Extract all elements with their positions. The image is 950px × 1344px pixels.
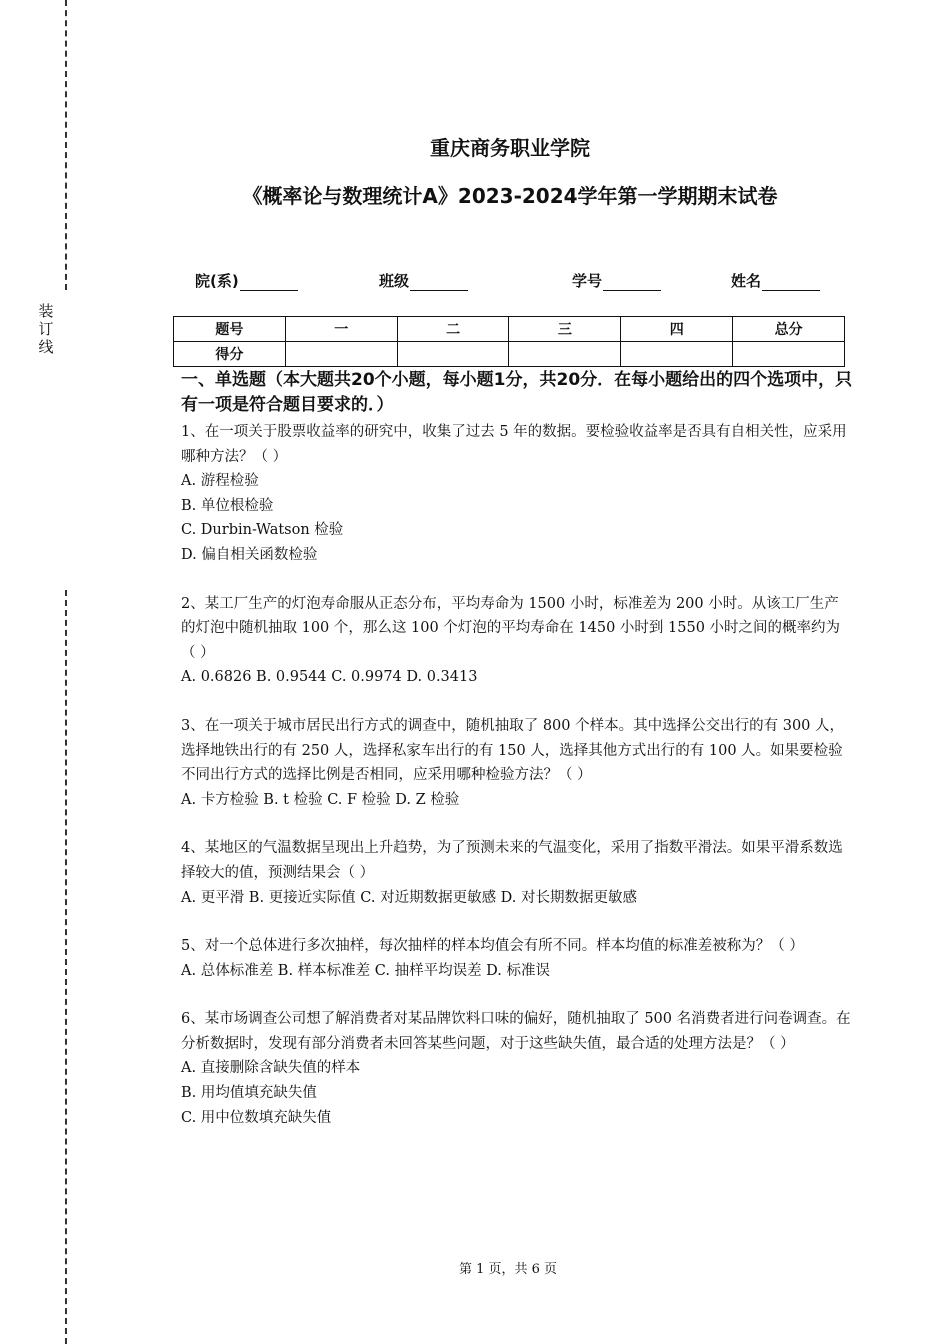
table-cell: 三 [509,317,621,342]
option: C. Durbin-Watson 检验 [181,522,344,539]
options-inline: A. 总体标准差 B. 样本标准差 C. 抽样平均误差 D. 标准误 [181,962,551,979]
option: D. 偏自相关函数检验 [181,546,318,563]
name-field [731,270,820,291]
exam-content [181,368,853,1130]
class-label: 班级 [379,272,410,290]
question-4 [181,836,853,910]
score-input-cell[interactable] [397,342,509,367]
question-stem: 3、在一项关于城市居民出行方式的调查中，随机抽取了 800 个样本。其中选择公交出行的有 300 人，选择地铁出行的有 250 人，选择私家车出行的有 150 人，选择其他方式出行的有 100 人。如果要检验不同出行方式的选择比例是否相同，应采用哪种检验方法？（ ） [181,717,845,784]
table-cell: 一 [285,317,397,342]
section-heading: 一、单选题（本大题共20个小题，每小题1分，共20分．在每小题给出的四个选项中，只有一项是符合题目要求的．） [181,370,853,415]
score-table-header-row [174,317,845,342]
score-table [173,316,845,367]
name-label: 姓名 [731,272,762,290]
question-3 [181,714,853,812]
score-input-cell[interactable] [733,342,845,367]
question-stem: 6、某市场调查公司想了解消费者对某品牌饮料口味的偏好，随机抽取了 500 名消费者进行问卷调查。在分析数据时，发现有部分消费者未回答某些问题，对于这些缺失值，最合适的处理方法是？（ ） [181,1011,851,1052]
question-stem: 5、对一个总体进行多次抽样，每次抽样的样本均值会有所不同。样本均值的标准差被称为？（ ） [181,938,804,955]
school-name: 重庆商务职业学院 [430,136,590,160]
student-id-field [572,270,661,291]
binding-char: 装 [38,302,54,320]
page-number-footer: 第 1 页，共 6 页 [458,1262,558,1277]
binding-dashed-line-bottom [65,590,67,1344]
option: A. 游程检验 [181,473,259,490]
student-id-label: 学号 [572,272,603,290]
option: A. 直接删除含缺失值的样本 [181,1060,361,1077]
binding-char: 线 [38,338,54,356]
question-stem: 4、某地区的气温数据呈现出上升趋势，为了预测未来的气温变化，采用了指数平滑法。如果平滑系数选择较大的值，预测结果会（ ） [181,840,843,881]
options-inline: A. 卡方检验 B. t 检验 C. F 检验 D. Z 检验 [181,791,460,808]
table-cell: 题号 [174,317,286,342]
score-input-cell[interactable] [621,342,733,367]
class-blank[interactable] [410,274,468,291]
question-stem: 2、某工厂生产的灯泡寿命服从正态分布，平均寿命为 1500 小时，标准差为 200 小时。从该工厂生产的灯泡中随机抽取 100 个，那么这 100 个灯泡的平均寿命在 1450 小时到 1550 小时之间的概率约为（ ） [181,595,841,661]
score-input-cell[interactable] [509,342,621,367]
option: C. 用中位数填充缺失值 [181,1109,332,1126]
question-stem: 1、在一项关于股票收益率的研究中，收集了过去 5 年的数据。要检验收益率是否具有自相关性，应采用哪种方法？（ ） [181,424,847,465]
department-label: 院(系) [195,272,239,290]
option: B. 用均值填充缺失值 [181,1085,317,1102]
department-blank[interactable] [240,274,298,291]
question-5 [181,934,853,983]
score-table-score-row [174,342,845,367]
department-field [195,270,298,291]
question-2 [181,592,853,690]
binding-label [36,302,56,356]
options-inline: A. 0.6826 B. 0.9544 C. 0.9974 D. 0.3413 [181,669,478,686]
question-6 [181,1007,853,1130]
option: B. 单位根检验 [181,497,274,514]
question-1 [181,420,853,568]
exam-title: 《概率论与数理统计A》2023-2024学年第一学期期末试卷 [242,184,778,208]
score-input-cell[interactable] [285,342,397,367]
student-id-blank[interactable] [603,274,661,291]
name-blank[interactable] [762,274,820,291]
table-cell: 总分 [733,317,845,342]
table-cell: 二 [397,317,509,342]
table-cell: 得分 [174,342,286,367]
options-inline: A. 更平滑 B. 更接近实际值 C. 对近期数据更敏感 D. 对长期数据更敏感 [181,889,638,906]
binding-char: 订 [38,320,54,338]
class-field [379,270,468,291]
table-cell: 四 [621,317,733,342]
